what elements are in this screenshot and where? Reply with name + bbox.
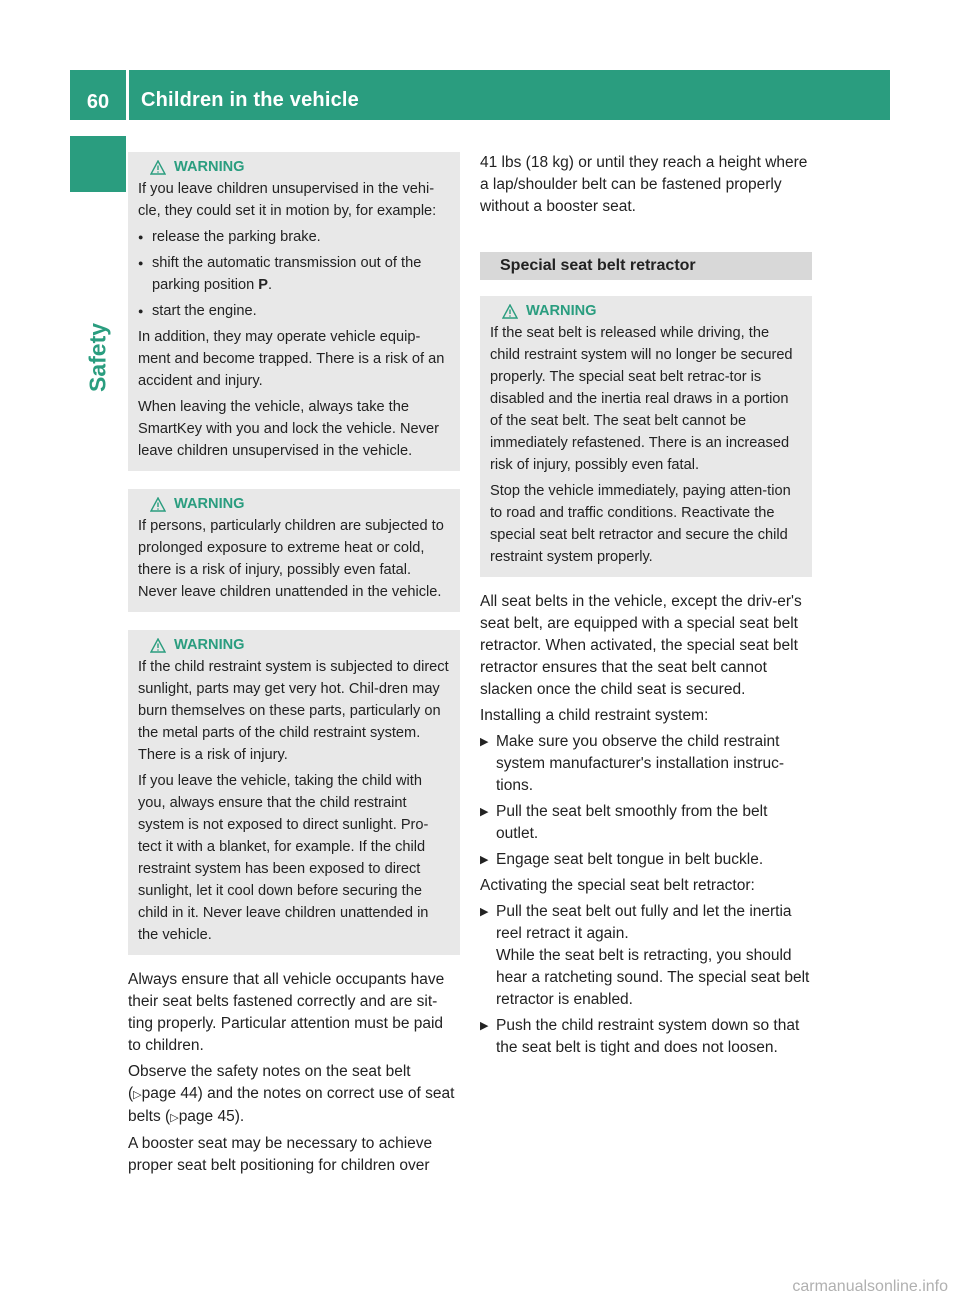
warning-box [128, 152, 460, 471]
list-item: ● shift the automatic transmission out of the parking position P. [138, 252, 450, 296]
warning-text: When leaving the vehicle, always take the SmartKey with you and lock the vehicle. Never leave children unsupervised in the vehicle. [138, 399, 439, 459]
body-paragraph: Always ensure that all vehicle occupants have their seat belts fastened correctly and are sit-ting properly. Particular attention must be paid to children. [128, 971, 445, 1054]
step-item: ▶ Push the child restraint system down so that the seat belt is tight and does not loosen. [480, 1015, 812, 1059]
list-item: ● release the parking brake. [138, 226, 450, 248]
warning-heading [490, 300, 802, 322]
page-reference-icon: ▷ [170, 1112, 179, 1124]
warning-heading [138, 634, 450, 656]
step-text: While the seat belt is retracting, you should hear a ratcheting sound. The special seat belt retractor is enabled. [496, 947, 810, 1008]
warning-text: In addition, they may operate vehicle equip-ment and become trapped. There is a risk of an accident and injury. [138, 329, 445, 389]
warning-text: If persons, particularly children are subjected to prolonged exposure to extreme heat or cold, there is a risk of injury, possibly even fatal. Never leave children unattended in the vehicle. [138, 518, 444, 600]
page-number: 60 [86, 91, 110, 113]
body-paragraph: 41 lbs (18 kg) or until they reach a height where a lap/shoulder belt can be fastened properly without a booster seat. [480, 154, 808, 215]
warning-text: If you leave children unsupervised in the vehi-cle, they could set it in motion by, for example: [138, 181, 437, 219]
warning-heading [138, 493, 450, 515]
right-column [480, 152, 812, 1063]
page-link[interactable]: page 45). [178, 1108, 245, 1125]
section-marker-block [70, 136, 126, 192]
step-text: Pull the seat belt out fully and let the inertia reel retract it again. [496, 903, 792, 942]
warning-label: WARNING [174, 496, 245, 512]
chapter-title: Children in the vehicle [141, 89, 359, 111]
step-item: ▶ Make sure you observe the child restraint system manufacturer's installation instruc-tions. [480, 731, 812, 797]
header-separator [126, 70, 129, 120]
body-paragraph [128, 1061, 460, 1129]
activate-steps [480, 901, 812, 1059]
warning-label: WARNING [174, 159, 245, 175]
body-paragraph: A booster seat may be necessary to achieve proper seat belt positioning for children over [128, 1135, 433, 1174]
body-paragraph: Activating the special seat belt retractor: [480, 877, 755, 894]
warning-label: WARNING [174, 637, 245, 653]
warning-list [138, 226, 450, 322]
warning-text: If the child restraint system is subjected to direct sunlight, parts may get very hot. Chil-dren may burn themselves on these parts, particularly on the metal parts of the child restraint system. There is a risk of injury. [138, 659, 449, 763]
left-column [128, 152, 460, 1181]
warning-box [128, 630, 460, 955]
warning-box [128, 489, 460, 612]
body-paragraph: Installing a child restraint system: [480, 707, 709, 724]
watermark: carmanualsonline.info [792, 1278, 948, 1295]
text-run: Observe the safety notes on the seat belt ( [128, 1063, 411, 1102]
install-steps [480, 731, 812, 871]
warning-label: WARNING [526, 303, 597, 319]
warning-triangle-icon [150, 497, 166, 512]
warning-text: Stop the vehicle immediately, paying atten-tion to road and traffic conditions. Reactivate the special seat belt retractor and secure the child restraint system properly. [490, 483, 791, 565]
warning-triangle-icon [150, 160, 166, 175]
warning-text: If you leave the vehicle, taking the child with you, always ensure that the child restraint system is not exposed to direct sunlight. Pro-tect it with a blanket, for example. If the child restraint system has been exposed to direct sunlight, let it cool down before securing the child in it. Never leave children unattended in the vehicle. [138, 773, 429, 943]
page-link[interactable]: page 44) and the notes on correct use of seat belts ( [128, 1085, 455, 1125]
list-item-text: shift the automatic transmission out of the parking position [152, 255, 422, 293]
warning-triangle-icon [502, 304, 518, 319]
section-heading: Special seat belt retractor [480, 252, 812, 280]
warning-triangle-icon [150, 638, 166, 653]
section-label: Safety [84, 322, 111, 392]
body-paragraph: All seat belts in the vehicle, except the driv-er's seat belt, are equipped with a special seat belt retractor. When activated, the special seat belt retractor ensures that the seat belt cannot slacken once the child seat is secured. [480, 593, 802, 698]
gear-position: P [258, 277, 269, 293]
warning-box [480, 296, 812, 577]
step-item: ▶ Engage seat belt tongue in belt buckle. [480, 849, 812, 871]
step-item: ▶ Pull the seat belt smoothly from the belt outlet. [480, 801, 812, 845]
page-reference-icon: ▷ [133, 1089, 142, 1101]
warning-heading [138, 156, 450, 178]
step-item [480, 901, 812, 1011]
warning-text: If the seat belt is released while driving, the child restraint system will no longer be secured properly. The special seat belt retrac-tor is disabled and the inertia real draws in a portion of the seat belt. The seat belt cannot be immediately refastened. There is an increased risk of injury, possibly even fatal. [490, 325, 793, 473]
list-item: ● start the engine. [138, 300, 450, 322]
